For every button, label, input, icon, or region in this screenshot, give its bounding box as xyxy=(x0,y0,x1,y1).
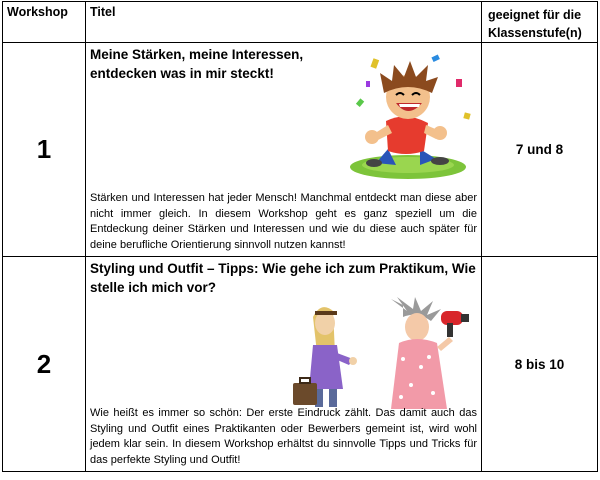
workshop-title: Styling und Outfit – Tipps: Wie gehe ich zum Praktikum, Wie stelle ich mich vor? xyxy=(90,261,476,295)
table-header-row xyxy=(3,2,598,43)
styling-illustration xyxy=(291,297,476,415)
header-title: Titel xyxy=(86,2,482,43)
workshop-table xyxy=(2,1,598,472)
workshop-grade: 7 und 8 xyxy=(482,43,598,257)
workshop-number: 2 xyxy=(3,257,86,472)
table-row xyxy=(3,257,598,472)
workshop-description: Stärken und Interessen hat jeder Mensch! Manchmal entdeckt man diese aber nicht immer gleich. In diesem Workshop geht es ganz speziell um die Entdeckung deiner Stärken und Interessen und wie du diese auch später für deine berufliche Orientierung sinnvoll nutzen kannst! xyxy=(90,192,477,251)
header-workshop: Workshop xyxy=(3,2,86,43)
workshop-number: 1 xyxy=(3,43,86,257)
cheering-boy-illustration xyxy=(336,51,476,181)
workshop-title-cell xyxy=(86,257,482,472)
workshop-grade: 8 bis 10 xyxy=(482,257,598,472)
workshop-title: Meine Stärken, meine Interessen, entdecken was in mir steckt! xyxy=(90,47,304,81)
workshop-description: Wie heißt es immer so schön: Der erste Eindruck zählt. Das damit auch das Styling und Outfit eines Praktikanten oder Bewerbers gemeint ist, wird wohl jedem klar sein. In diesem Workshop erhältst du sinnvolle Tipps und Tricks für das perfekte Styling und Outfit! xyxy=(90,407,477,466)
header-grade: geeignet für die Klassenstufe(n) xyxy=(482,2,598,43)
workshop-title-cell xyxy=(86,43,482,257)
table-row xyxy=(3,43,598,257)
